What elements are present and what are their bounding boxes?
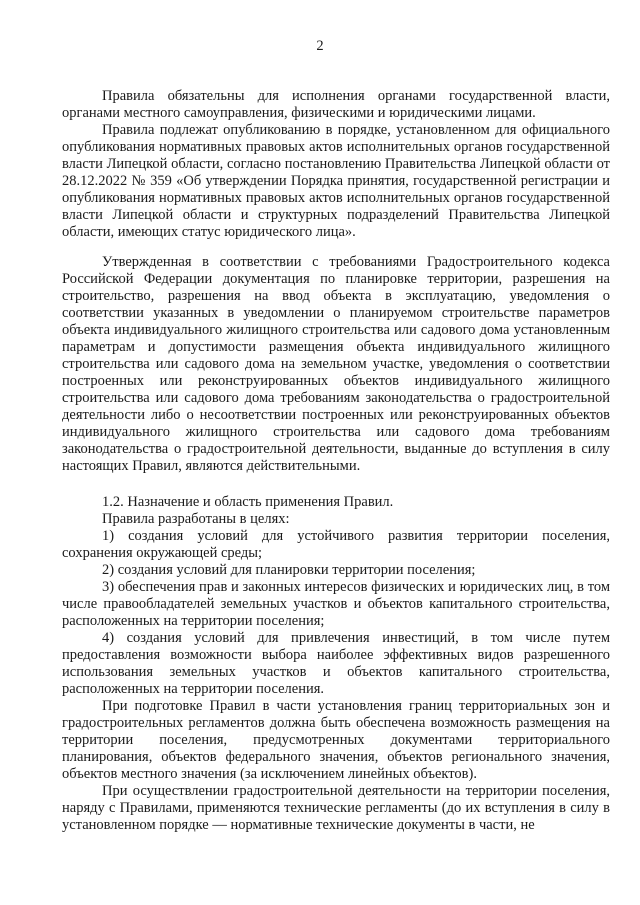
paragraph-binding-force: Правила обязательны для исполнения органами государственной власти, органами местного самоуправления, физическими и юридическими лицами. xyxy=(62,88,610,121)
paragraph-zones: При подготовке Правил в части установления границ территориальных зон и градостроительных регламентов должна быть обеспечена возможность размещения на территории поселения, предусмотренных документами территориального планирования, объектов федерального значения, объектов регионального значения, объектов местного значения (за исключением линейных объектов). xyxy=(62,698,610,782)
paragraph-validity: Утвержденная в соответствии с требованиями Градостроительного кодекса Российской Федерации документация по планировке территории, разрешения на строительство, разрешения на ввод объекта в эксплуатацию, уведомления о соответствии указанных в уведомлении о планируемом строительстве параметров объекта индивидуального жилищного строительства или садового дома установленным параметрам и допустимости размещения объекта индивидуального жилищного строительства или садового дома на земельном участке, уведомления о соответствии построенных или реконструированных объектов индивидуального жилищного строительства или садового дома требованиям законодательства о градостроительной деятельности либо о несоответствии построенных или реконструированных объектов индивидуального жилищного строительства или садового дома требованиям законодательства о градостроительной деятельности, выданные до вступления в силу настоящих Правил, являются действительными. xyxy=(62,254,610,474)
goals-intro: Правила разработаны в целях: xyxy=(102,511,290,527)
document-body xyxy=(62,88,610,834)
list-item: 2) создания условий для планировки территории поселения; xyxy=(102,562,476,578)
page-number: 2 xyxy=(316,38,324,54)
paragraph-publication: Правила подлежат опубликованию в порядке, установленном для официального опубликования нормативных правовых актов исполнительных органов государственной власти Липецкой области, согласно постановлению Правительства Липецкой области от 28.12.2022 № 359 «Об утверждении Порядка принятия, государственной регистрации и опубликования нормативных правовых актов исполнительных органов государственной власти Липецкой области и структурных подразделений Правительства Липецкой области, имеющих статус юридического лица». xyxy=(62,122,610,240)
list-item: 1) создания условий для устойчивого развития территории поселения, сохранения окружающей среды; xyxy=(62,528,610,561)
paragraph-technical-regulations: При осуществлении градостроительной деятельности на территории поселения, наряду с Правилами, применяются технические регламенты (до их вступления в силу в установленном порядке — нормативные технические документы в части, не xyxy=(62,783,610,833)
list-item: 3) обеспечения прав и законных интересов физических и юридических лиц, в том числе правообладателей земельных участков и объектов капитального строительства, расположенных на территории поселения; xyxy=(62,579,610,629)
list-item: 4) создания условий для привлечения инвестиций, в том числе путем предоставления возможности выбора наиболее эффективных видов разрешенного использования земельных участков и объектов капитального строительства, расположенных на территории поселения. xyxy=(62,630,610,697)
section-heading: 1.2. Назначение и область применения Правил. xyxy=(102,494,394,510)
